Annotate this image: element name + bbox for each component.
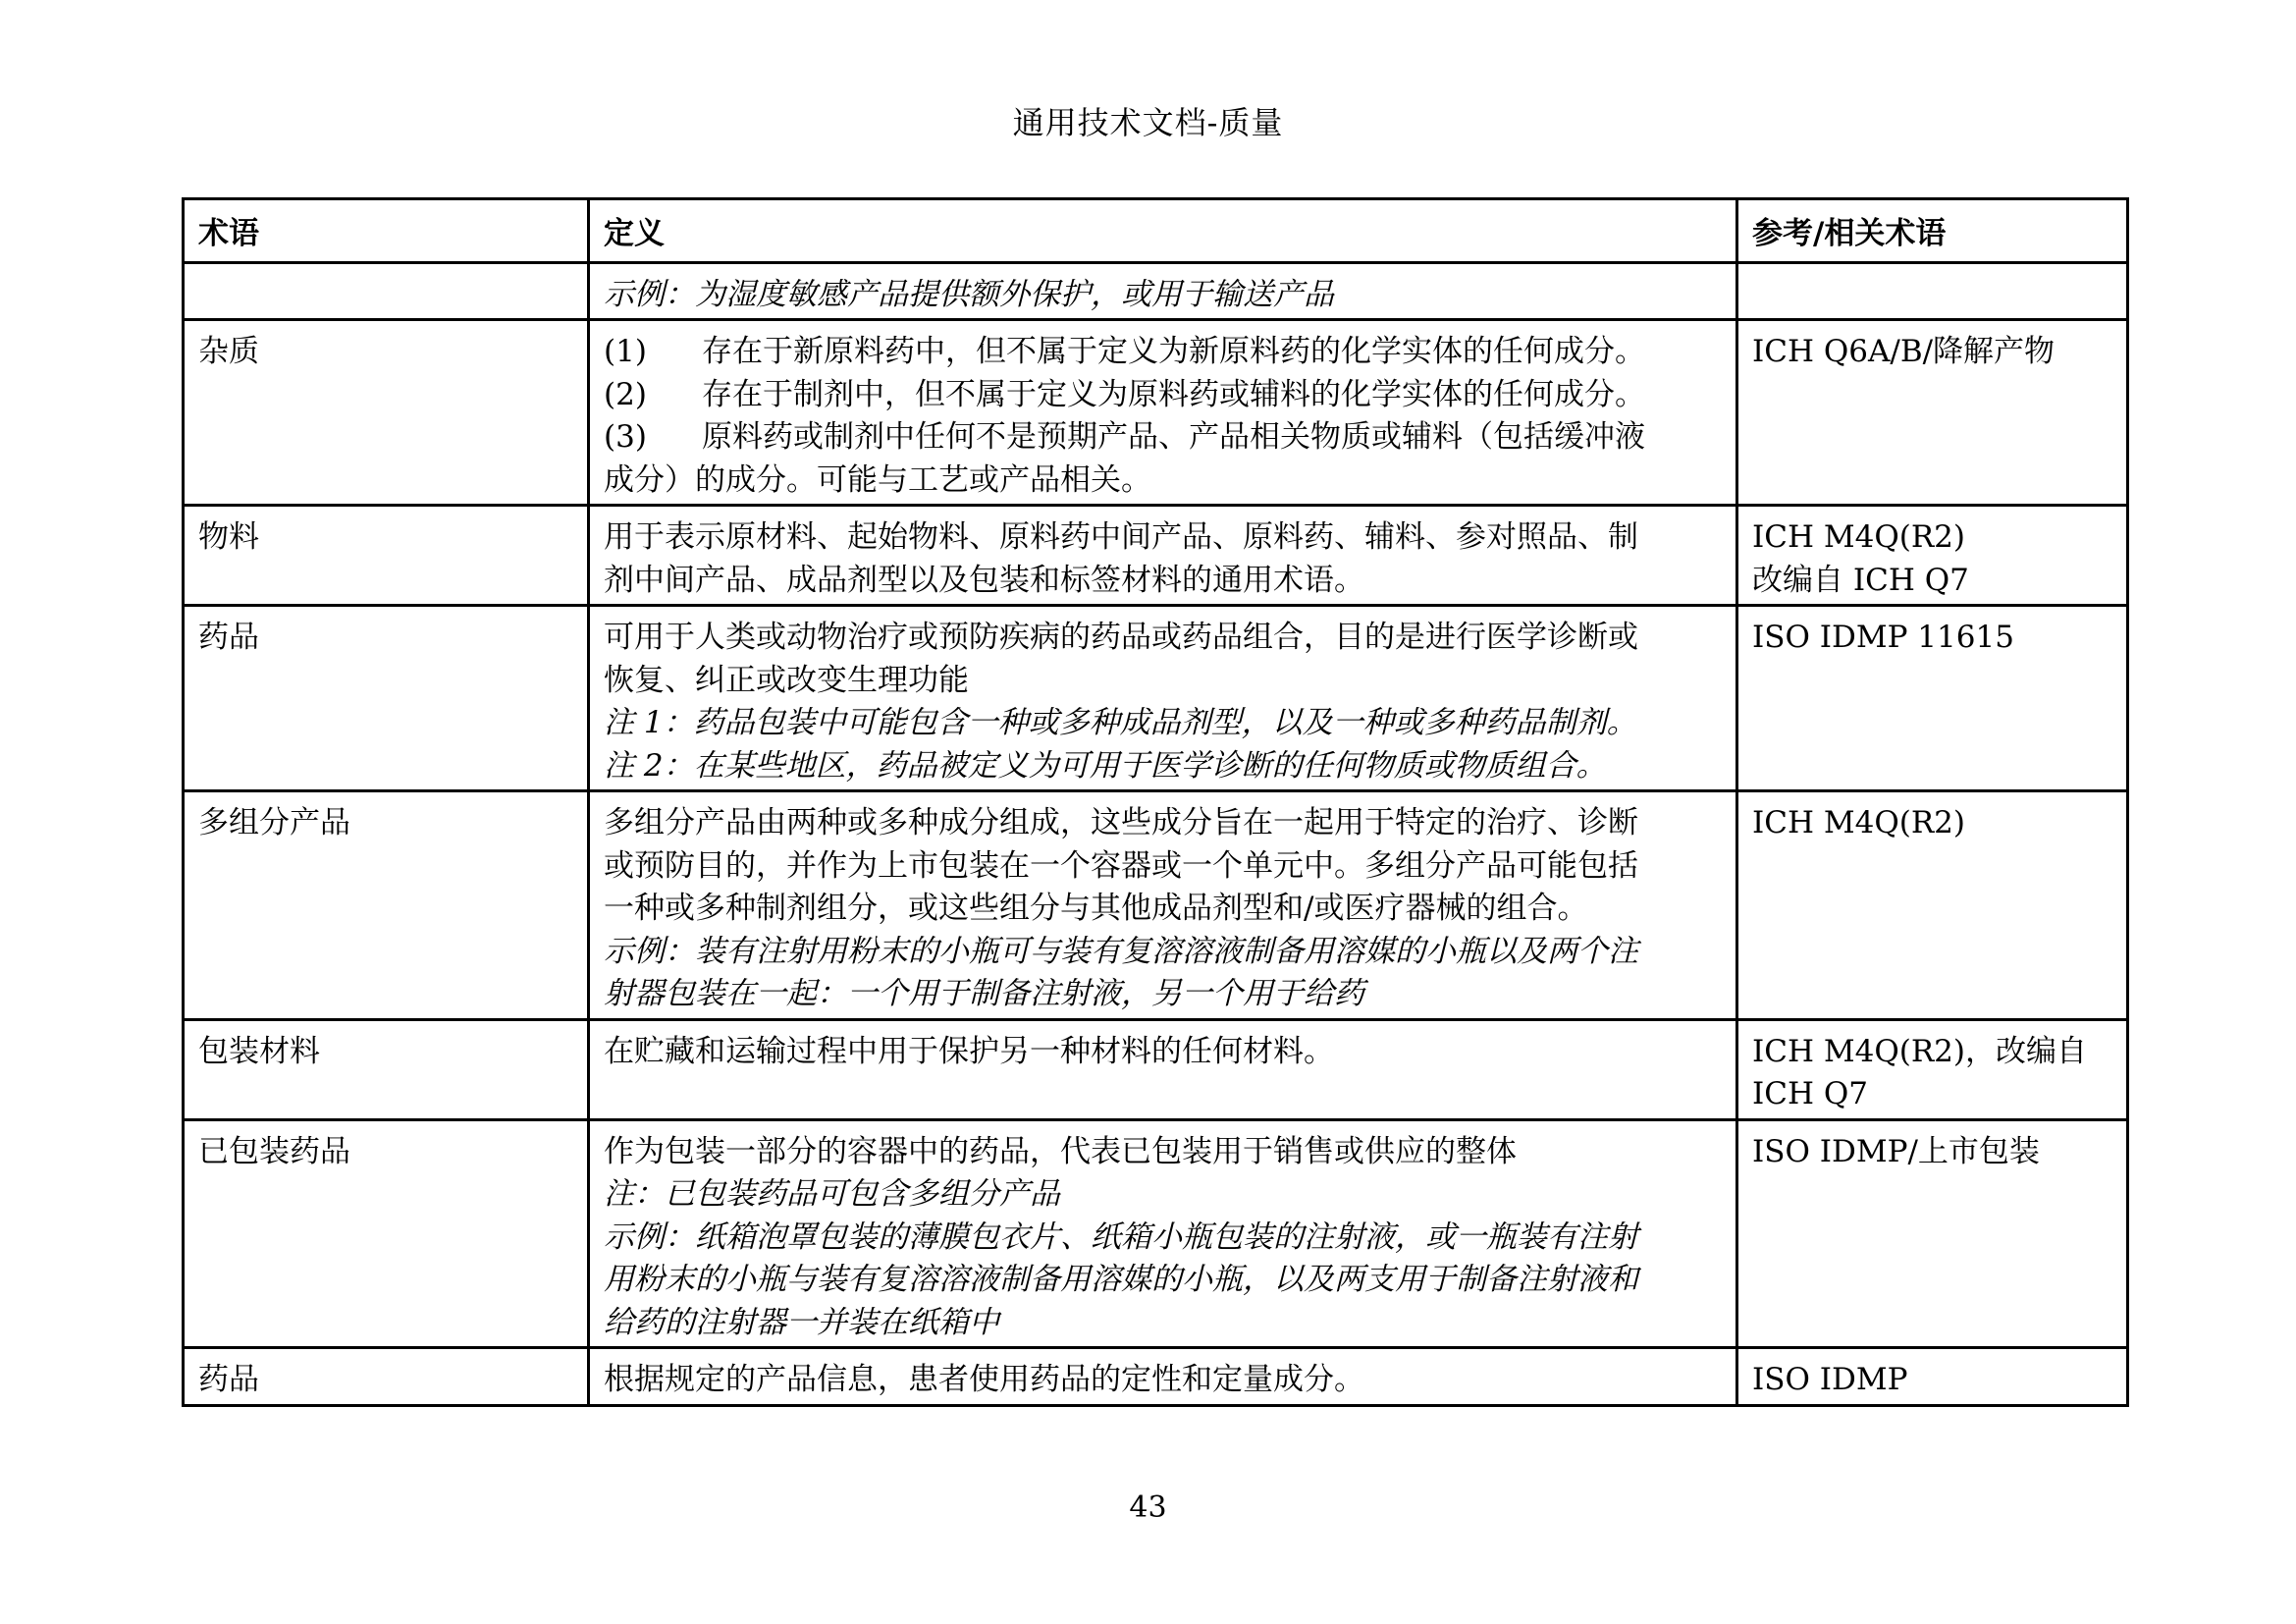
definition-text: 射器包装在一起：一个用于制备注射液，另一个用于给药 (604, 976, 1364, 1011)
definition-note (604, 745, 1722, 788)
reference-line: 改编自 ICH Q7 (1752, 562, 1969, 598)
definition-note (604, 973, 1722, 1016)
definition-text: 给药的注射器一并装在纸箱中 (604, 1304, 999, 1340)
definition-line (604, 617, 1722, 660)
term-cell: 物料 (184, 506, 589, 606)
definition-text: 成分）的成分。可能与工艺或产品相关。 (604, 461, 1151, 498)
reference-line: ICH Q6A/B/降解产物 (1752, 334, 2056, 369)
definition-line (604, 1131, 1722, 1174)
definition-note (604, 1259, 1722, 1302)
definition-cell (589, 1119, 1737, 1348)
definition-note (604, 931, 1722, 974)
page-header: 通用技术文档-质量 (1012, 104, 1284, 141)
reference-cell (1737, 606, 2128, 791)
definition-text: 在贮藏和运输过程中用于保护另一种材料的任何材料。 (604, 1033, 1334, 1069)
reference-line: ICH M4Q(R2) (1752, 805, 1965, 840)
table-row (184, 1019, 2128, 1119)
definition-cell (589, 262, 1737, 320)
definition-cell (589, 1348, 1737, 1406)
definition-text: 根据规定的产品信息，患者使用药品的定性和定量成分。 (604, 1362, 1364, 1397)
definition-line (604, 888, 1722, 931)
table-row (184, 262, 2128, 320)
definition-line (604, 802, 1722, 845)
definition-line (604, 560, 1722, 603)
term-cell: 已包装药品 (184, 1119, 589, 1348)
term-cell: 杂质 (184, 320, 589, 506)
definition-text: 用于表示原材料、起始物料、原料药中间产品、原料药、辅料、参对照品、制 (604, 519, 1638, 555)
reference-cell (1737, 791, 2128, 1020)
definition-note (604, 1217, 1722, 1260)
definition-line (604, 660, 1722, 703)
reference-line: ISO IDMP (1752, 1362, 1908, 1397)
table-row (184, 1119, 2128, 1348)
term-cell: 多组分产品 (184, 791, 589, 1020)
definition-text: 可用于人类或动物治疗或预防疾病的药品或药品组合，目的是进行医学诊断或 (604, 620, 1638, 655)
definition-text: 存在于制剂中，但不属于定义为原料药或辅料的化学实体的任何成分。 (702, 376, 1645, 412)
page-number: 43 (1129, 1490, 1167, 1525)
table-row (184, 506, 2128, 606)
term-cell (184, 262, 589, 320)
table-header-row (184, 199, 2128, 263)
definition-text: 注 2：在某些地区，药品被定义为可用于医学诊断的任何物质或物质组合。 (604, 747, 1607, 784)
header-reference: 参考/相关术语 (1737, 199, 2128, 263)
definition-line (604, 516, 1722, 560)
reference-cell (1737, 1019, 2128, 1119)
definition-cell (589, 791, 1737, 1020)
definition-text: 示例：装有注射用粉末的小瓶可与装有复溶溶液制备用溶媒的小瓶以及两个注 (604, 933, 1638, 969)
definition-text: 原料药或制剂中任何不是预期产品、产品相关物质或辅料（包括缓冲液 (702, 419, 1645, 455)
glossary-table (182, 197, 2129, 1407)
definition-note (604, 702, 1722, 745)
definition-text: 注：已包装药品可包含多组分产品 (604, 1176, 1060, 1212)
item-number: (3) (604, 419, 647, 455)
definition-text: 示例：为湿度敏感产品提供额外保护，或用于输送产品 (604, 276, 1334, 312)
table-row (184, 606, 2128, 791)
reference-cell (1737, 506, 2128, 606)
definition-cell (589, 320, 1737, 506)
item-number: (1) (604, 334, 647, 369)
reference-line: ICH M4Q(R2)，改编自 (1752, 1033, 2087, 1069)
term-cell: 药品 (184, 606, 589, 791)
reference-cell (1737, 1348, 2128, 1406)
definition-text: 示例：纸箱泡罩包装的薄膜包衣片、纸箱小瓶包装的注射液，或一瓶装有注射 (604, 1218, 1638, 1255)
reference-line: ICH Q7 (1752, 1076, 1868, 1111)
definition-text: 剂中间产品、成品剂型以及包装和标签材料的通用术语。 (604, 562, 1364, 598)
definition-text: 存在于新原料药中，但不属于定义为新原料药的化学实体的任何成分。 (702, 334, 1645, 369)
definition-cell (589, 606, 1737, 791)
table-row (184, 791, 2128, 1020)
definition-text: 一种或多种制剂组分，或这些组分与其他成品剂型和/或医疗器械的组合。 (604, 891, 1588, 926)
reference-line: ISO IDMP/上市包装 (1752, 1133, 2040, 1169)
definition-line (604, 1031, 1722, 1074)
definition-cell (589, 1019, 1737, 1119)
definition-text: 用粉末的小瓶与装有复溶溶液制备用溶媒的小瓶，以及两支用于制备注射液和 (604, 1262, 1638, 1297)
definition-text: 作为包装一部分的容器中的药品，代表已包装用于销售或供应的整体 (604, 1133, 1517, 1169)
definition-line (604, 331, 1722, 374)
definition-line (604, 1359, 1722, 1402)
definition-text: 多组分产品由两种或多种成分组成，这些成分旨在一起用于特定的治疗、诊断 (604, 805, 1638, 840)
reference-line: ISO IDMP 11615 (1752, 620, 2014, 655)
definition-text: 恢复、纠正或改变生理功能 (604, 662, 969, 698)
definition-note (604, 1302, 1722, 1345)
table-row (184, 320, 2128, 506)
reference-cell (1737, 320, 2128, 506)
definition-line (604, 374, 1722, 417)
header-definition: 定义 (589, 199, 1737, 263)
term-cell: 包装材料 (184, 1019, 589, 1119)
definition-note (604, 1173, 1722, 1217)
table-body (184, 262, 2128, 1405)
definition-note (604, 274, 1722, 317)
definition-cell (589, 506, 1737, 606)
definition-text: 或预防目的，并作为上市包装在一个容器或一个单元中。多组分产品可能包括 (604, 847, 1638, 884)
header-term: 术语 (184, 199, 589, 263)
definition-text: 注 1：药品包装中可能包含一种或多种成品剂型，以及一种或多种药品制剂。 (604, 705, 1637, 740)
definition-line (604, 845, 1722, 889)
term-cell: 药品 (184, 1348, 589, 1406)
reference-cell (1737, 262, 2128, 320)
definition-line (604, 416, 1722, 460)
reference-cell (1737, 1119, 2128, 1348)
item-number: (2) (604, 376, 647, 412)
reference-line: ICH M4Q(R2) (1752, 519, 1965, 555)
definition-line (604, 460, 1722, 503)
table-row (184, 1348, 2128, 1406)
